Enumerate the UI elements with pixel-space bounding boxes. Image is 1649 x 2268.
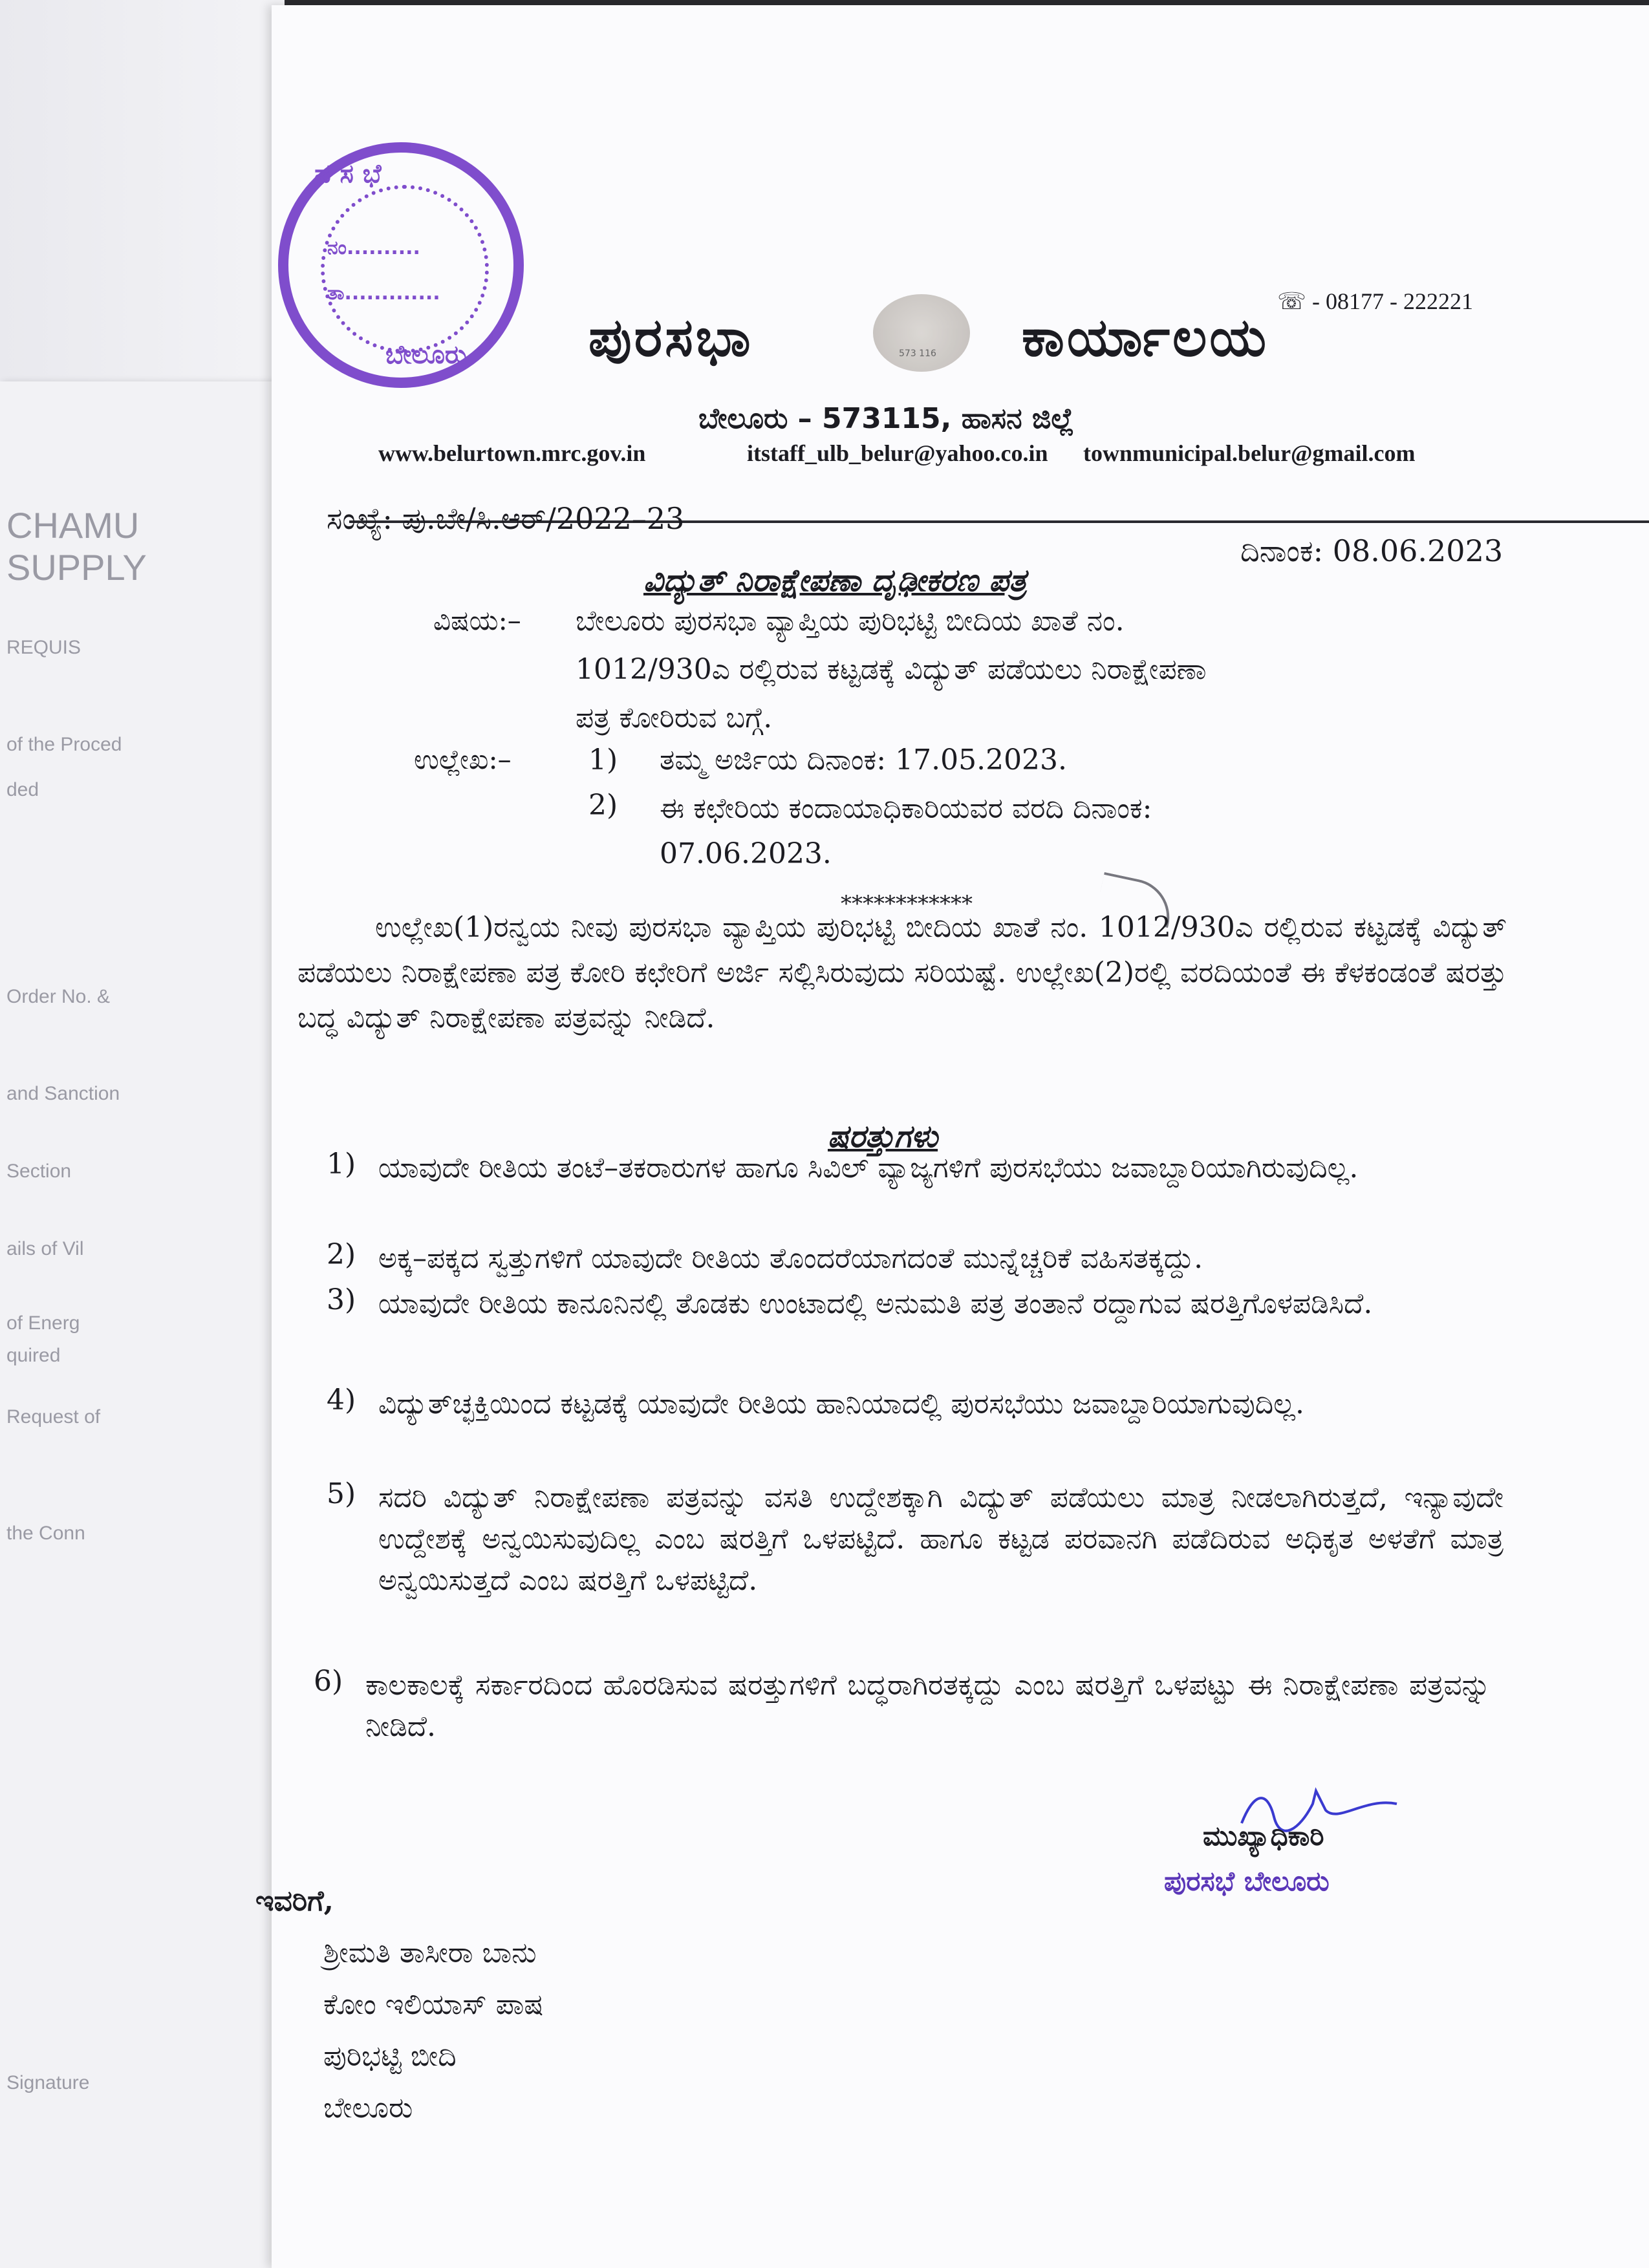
letterhead-title-right: ಕಾರ್ಯಾಲಯ — [1022, 307, 1269, 369]
emblem-text: 573 116 — [899, 348, 936, 359]
bg-fragment: Section — [6, 1161, 72, 1182]
condition-number: 1) — [327, 1148, 356, 1181]
subject-line: ಬೇಲೂರು ಪುರಸಭಾ ವ್ಯಾಪ್ತಿಯ ಪುರಿಭಟ್ಟಿ ಬೀದಿಯ ಖಾತೆ ನಂ. — [576, 604, 1125, 637]
bg-fragment: ails of Vil — [6, 1238, 84, 1259]
bg-fragment: CHAMU — [6, 505, 140, 546]
subject-label: ವಿಷಯ:– — [433, 604, 521, 636]
reference-label: ಉಲ್ಲೇಖ:– — [414, 744, 512, 775]
subject-line: ಪತ್ರ ಕೋರಿರುವ ಬಗ್ಗೆ. — [576, 701, 773, 734]
letterhead-address: ಬೇಲೂರು – 573115, ಹಾಸನ ಜಿಲ್ಲೆ — [698, 402, 1074, 435]
letter-date: ದಿನಾಂಕ: 08.06.2023 — [1240, 533, 1503, 568]
bg-fragment: Signature — [6, 2072, 90, 2093]
recipient-line: ಪುರಿಭಟ್ಟಿ ಬೀದಿ — [323, 2040, 457, 2073]
recipient-line: ಬೇಲೂರು — [323, 2091, 413, 2124]
phone-number: ☏ - 08177 - 222221 — [1277, 288, 1473, 314]
condition-number: 5) — [327, 1477, 356, 1510]
bg-fragment: of the Proced — [6, 734, 122, 755]
reference-number-1: 1) — [588, 744, 618, 776]
signatory-office-stamp: ಪುರಸಭೆ ಬೇಲೂರು — [1164, 1865, 1330, 1897]
conditions-title: ಷರತ್ತುಗಳು — [828, 1118, 938, 1155]
recipient-label: ಇವರಿಗೆ, — [255, 1885, 334, 1918]
document-title: ವಿದ್ಯುತ್ ನಿರಾಕ್ಷೇಪಣಾ ದೃಢೀಕರಣ ಪತ್ರ — [643, 562, 1027, 599]
email-link-yahoo: itstaff_ulb_belur@yahoo.co.in — [747, 440, 1048, 466]
reference-number: ಸಂಖ್ಯೆ: ಪು.ಬೇ/ಸಿ.ಆರ್/2022–23 — [327, 501, 685, 536]
recipient-line: ಕೋಂ ಇಲಿಯಾಸ್ ಪಾಷ — [323, 1988, 544, 2021]
bg-fragment: and Sanction — [6, 1083, 120, 1104]
condition-number: 2) — [327, 1238, 356, 1271]
bg-fragment: REQUIS — [6, 637, 81, 658]
condition-number: 3) — [327, 1283, 356, 1316]
body-paragraph: ಉಲ್ಲೇಖ(1)ರನ್ವಯ ನೀವು ಪುರಸಭಾ ವ್ಯಾಪ್ತಿಯ ಪುರಿಭಟ್ಟಿ ಬೀದಿಯ ಖಾತೆ ನಂ. 1012/930ಎ ರಲ್ಲಿರುವ ಕಟ್ಟಡಕ್ಕೆ ವಿದ್ಯುತ್ ಪಡೆಯಲು ನಿರಾಕ್ಷೇಪಣಾ ಪತ್ರ ಕೋರಿ ಕಛೇರಿಗೆ ಅರ್ಜಿ ಸಲ್ಲಿಸಿರುವುದು ಸರಿಯಷ್ಟೆ. ಉಲ್ಲೇಖ(2)ರಲ್ಲಿ ವರದಿಯಂತೆ ಈ ಕೆಳಕಂಡಂತೆ ಷರತ್ತು ಬದ್ಧ ವಿದ್ಯುತ್ ನಿರಾಕ್ಷೇಪಣಾ ಪತ್ರವನ್ನು ನೀಡಿದೆ. — [297, 911, 1507, 1034]
condition-text: ಅಕ್ಕ–ಪಕ್ಕದ ಸ್ವತ್ತುಗಳಿಗೆ ಯಾವುದೇ ರೀತಿಯ ತೊಂದರೆಯಾಗದಂತೆ ಮುನ್ನೆಚ್ಚರಿಕೆ ವಹಿಸತಕ್ಕದ್ದು. — [378, 1242, 1203, 1275]
condition-text: ಸದರಿ ವಿದ್ಯುತ್ ನಿರಾಕ್ಷೇಪಣಾ ಪತ್ರವನ್ನು ವಸತಿ ಉದ್ದೇಶಕ್ಕಾಗಿ ವಿದ್ಯುತ್ ಪಡೆಯಲು ಮಾತ್ರ ನೀಡಲಾಗಿರುತ್ತದೆ, ಇನ್ಯಾವುದೇ ಉದ್ದೇಶಕ್ಕೆ ಅನ್ವಯಿಸುವುದಿಲ್ಲ ಎಂಬ ಷರತ್ತಿಗೆ ಒಳಪಟ್ಟಿದೆ. ಹಾಗೂ ಕಟ್ಟಡ ಪರವಾನಗಿ ಪಡೆದಿರುವ ಅಧಿಕೃತ ಅಳತೆಗೆ ಮಾತ್ರ ಅನ್ವಯಿಸುತ್ತದೆ ಎಂಬ ಷರತ್ತಿಗೆ ಒಳಪಟ್ಟಿದೆ. — [378, 1481, 1503, 1597]
seal-inner-ring — [321, 185, 489, 353]
seal-text-top: ಪ ಸ ಭೆ — [314, 159, 382, 189]
office-seal-stamp — [278, 142, 524, 388]
bg-fragment: Request of — [6, 1406, 101, 1428]
separator-stars: ************ — [841, 891, 973, 917]
condition-text: ಯಾವುದೇ ರೀತಿಯ ತಂಟೆ–ತಕರಾರುಗಳ ಹಾಗೂ ಸಿವಿಲ್ ವ್ಯಾಜ್ಯಗಳಿಗೆ ಪುರಸಭೆಯು ಜವಾಬ್ದಾರಿಯಾಗಿರುವುದಿಲ್ಲ. — [378, 1151, 1359, 1184]
bg-fragment: the Conn — [6, 1523, 85, 1544]
signatory-designation: ಮುಖ್ಯಾಧಿಕಾರಿ — [1203, 1820, 1324, 1852]
condition-number: 4) — [327, 1384, 356, 1417]
reference-number-2: 2) — [588, 789, 618, 822]
seal-text-number: ನಂ.......... — [327, 237, 420, 259]
reference-text-2-cont: 07.06.2023. — [660, 837, 832, 870]
bg-fragment: quired — [6, 1345, 61, 1366]
municipal-emblem-icon — [873, 294, 970, 372]
condition-number: 6) — [314, 1665, 343, 1698]
recipient-line: ಶ್ರೀಮತಿ ತಾಸೀರಾ ಬಾನು — [323, 1936, 537, 1969]
website-link: www.belurtown.mrc.gov.in — [378, 440, 646, 466]
condition-text: ವಿದ್ಯುತ್‌ಚ್ಛಕ್ತಿಯಿಂದ ಕಟ್ಟಡಕ್ಕೆ ಯಾವುದೇ ರೀತಿಯ ಹಾನಿಯಾದಲ್ಲಿ ಪುರಸಭೆಯು ಜವಾಬ್ದಾರಿಯಾಗುವುದಿಲ್ಲ. — [378, 1387, 1304, 1420]
reference-text-2: ಈ ಕಛೇರಿಯ ಕಂದಾಯಾಧಿಕಾರಿಯವರ ವರದಿ ದಿನಾಂಕ: — [660, 792, 1152, 825]
bg-fragment: Order No. & — [6, 986, 111, 1007]
email-link-gmail: townmunicipal.belur@gmail.com — [1083, 440, 1416, 466]
overlapping-form-sheet — [0, 381, 291, 2268]
seal-text-bottom: ಬೇಲೂರು — [385, 340, 467, 370]
condition-text: ಯಾವುದೇ ರೀತಿಯ ಕಾನೂನಿನಲ್ಲಿ ತೊಡಕು ಉಂಟಾದಲ್ಲಿ ಅನುಮತಿ ಪತ್ರ ತಂತಾನೆ ರದ್ದಾಗುವ ಷರತ್ತಿಗೊಳಪಡಿಸಿದೆ. — [378, 1287, 1373, 1320]
condition-text: ಕಾಲಕಾಲಕ್ಕೆ ಸರ್ಕಾರದಿಂದ ಹೊರಡಿಸುವ ಷರತ್ತುಗಳಿಗೆ ಬದ್ಧರಾಗಿರತಕ್ಕದ್ದು ಎಂಬ ಷರತ್ತಿಗೆ ಒಳಪಟ್ಟು ಈ ನಿರಾಕ್ಷೇಪಣಾ ಪತ್ರವನ್ನು ನೀಡಿದೆ. — [365, 1669, 1491, 1743]
reference-text-1: ತಮ್ಮ ಅರ್ಜಿಯ ದಿನಾಂಕ: 17.05.2023. — [660, 744, 1068, 776]
subject-line: 1012/930ಎ ರಲ್ಲಿರುವ ಕಟ್ಟಡಕ್ಕೆ ವಿದ್ಯುತ್ ಪಡೆಯಲು ನಿರಾಕ್ಷೇಪಣಾ — [576, 653, 1207, 686]
seal-text-date: ತಾ............. — [327, 282, 440, 305]
bg-fragment: ded — [6, 779, 39, 800]
letterhead-title-left: ಪುರಸಭಾ — [588, 307, 753, 369]
bg-fragment: SUPPLY — [6, 547, 147, 588]
bg-fragment: of Energ — [6, 1312, 80, 1334]
